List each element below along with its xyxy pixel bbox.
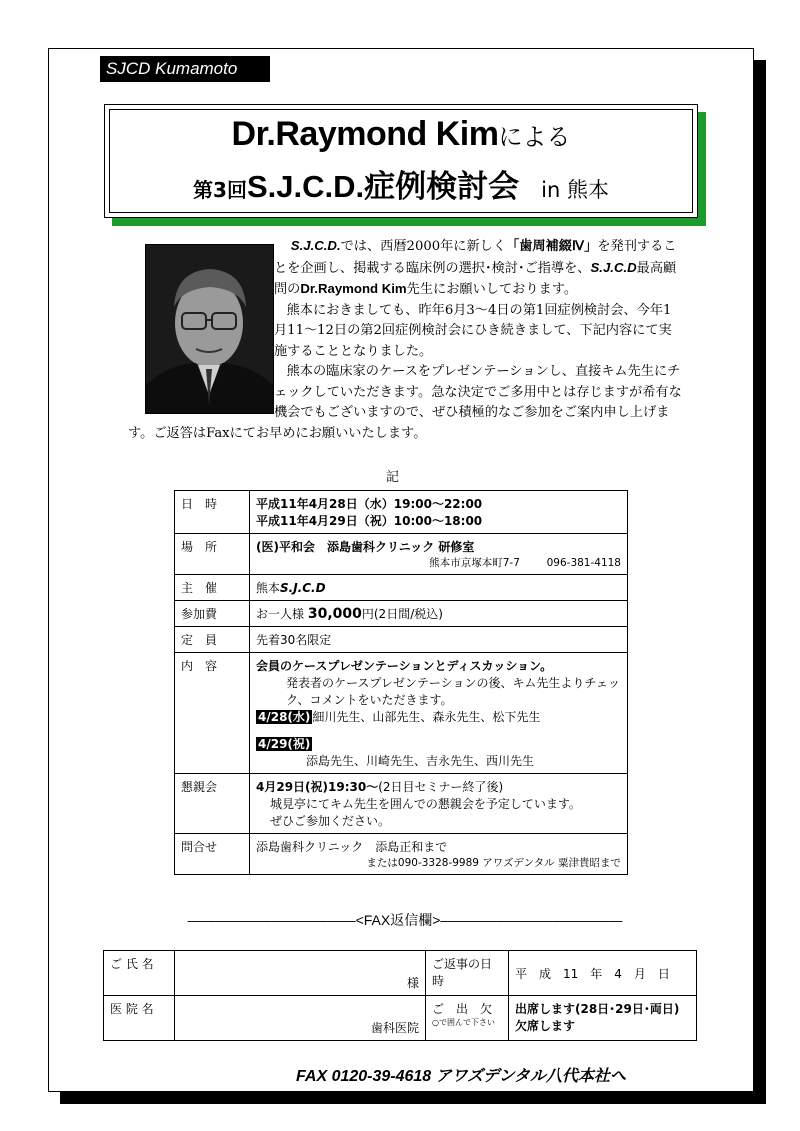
attend-no-option[interactable]: 欠席します <box>515 1019 576 1033</box>
label-content: 内 容 <box>175 653 250 774</box>
label-place: 場 所 <box>175 534 250 575</box>
row-place <box>175 534 628 575</box>
intro-paragraph-1: S.J.C.D.では、西暦2000年に新しく「歯周補綴Ⅳ」を発刊することを企画し、掲載する臨床例の選択･検討･ご指導を、S.J.C.D最高顧問のDr.Raymond Kim先生にお願いしております。 <box>274 238 677 297</box>
day2-tag: 4/29(祝) <box>258 737 311 751</box>
date-2: 平成11年4月29日（祝）10:00～18:00 <box>256 514 483 528</box>
row-fee <box>175 601 628 627</box>
row-capacity <box>175 627 628 653</box>
host-city: 熊本 <box>256 581 281 595</box>
row-party <box>175 774 628 834</box>
label-party: 懇親会 <box>175 774 250 834</box>
place-name: (医)平和会 添島歯科クリニック 研修室 <box>256 540 475 554</box>
name-field[interactable]: 様 <box>175 951 426 996</box>
reply-date-field[interactable]: 平 成 11 年 4 月 日 <box>509 951 697 996</box>
intro-paragraph-3: 熊本の臨床家のケースをプレゼンテーションし、直接キム先生にチェックしていただきます。急な決定でご多用中とは存じますが希有な機会でもございますので、ぜひ積極的なご参加をご案内申し上げます。ご返答はFaxにてお早めにお願いいたします。 <box>128 364 682 441</box>
title-name: Dr.Raymond Kim <box>231 115 499 153</box>
capacity-value: 先着30名限定 <box>250 627 628 653</box>
row-host <box>175 575 628 601</box>
event-details-table <box>174 490 628 875</box>
fee-suffix: 円(2日間/税込) <box>361 607 443 621</box>
title-line-1 <box>105 115 697 154</box>
title-event: S.J.C.D.症例検討会 <box>246 169 520 204</box>
day2-presenters: 添島先生、川崎先生、吉永先生、西川先生 <box>306 754 535 768</box>
brand-label: SJCD Kumamoto <box>100 56 270 82</box>
label-clinic: 医 院 名 <box>104 996 175 1041</box>
place-address: 熊本市京塚本町7-7 <box>429 557 520 569</box>
reply-form-table <box>103 950 697 1041</box>
fee-amount: 30,000 <box>307 606 362 622</box>
label-contact: 問合せ <box>175 834 250 875</box>
title-particle: による <box>498 123 571 151</box>
clinic-field[interactable]: 歯科医院 <box>175 996 426 1041</box>
label-name: ご 氏 名 <box>104 951 175 996</box>
party-time-note: (2日目セミナー終了後) <box>378 780 504 794</box>
host-org: S.J.C.D <box>280 581 326 595</box>
label-attendance: ご 出 欠 <box>432 1002 493 1016</box>
label-host: 主 催 <box>175 575 250 601</box>
intro-paragraph-2: 熊本におきましても、昨年6月3～4日の第1回症例検討会、今年1月11～12日の第2回症例検討会にひき続きまして、下記内容にて実施することとなりました。 <box>274 302 672 359</box>
ki-heading: 記 <box>386 470 400 485</box>
fax-reply-heading: ――――――――――――<FAX返信欄>――――――――――――― <box>187 912 623 928</box>
place-phone: 096-381-4118 <box>546 557 621 569</box>
party-desc: 城見亭にてキム先生を囲んでの懇親会を予定しています。 <box>270 797 581 811</box>
attend-yes-option[interactable]: 出席します(28日･29日･両日) <box>515 1002 680 1016</box>
title-box <box>104 104 698 218</box>
party-invite: ぜひご参加ください。 <box>270 814 391 828</box>
row-contact <box>175 834 628 875</box>
content-detail: 発表者のケースプレゼンテーションの後、キム先生よりチェック、コメントをいただきます。 <box>286 676 620 707</box>
contact-primary: 添島歯科クリニック 添島正和まで <box>256 840 448 854</box>
party-time: 4月29日(祝)19:30～ <box>256 780 379 794</box>
label-fee: 参加費 <box>175 601 250 627</box>
content-summary: 会員のケースプレゼンテーションとディスカッション。 <box>256 659 553 673</box>
day1-presenters: 細川先生、山部先生、森永先生、松下先生 <box>312 710 541 724</box>
label-reply-date: ご返事の日 時 <box>426 951 509 996</box>
attendance-note: ○で囲んで下さい <box>432 1018 495 1027</box>
label-date: 日 時 <box>175 491 250 534</box>
intro-text <box>128 236 684 444</box>
title-location: in 熊本 <box>541 178 609 202</box>
row-content <box>175 653 628 774</box>
row-date <box>175 491 628 534</box>
fax-footer: FAX 0120-39-4618 アワズデンタル八代本社へ <box>296 1068 626 1085</box>
fee-prefix: お一人様 <box>256 607 305 621</box>
date-1: 平成11年4月28日（水）19:00～22:00 <box>256 497 483 511</box>
title-edition: 第3回 <box>193 178 247 202</box>
contact-secondary: または090-3328-9989 アワズデンタル 粟津貴昭まで <box>366 857 621 869</box>
title-line-2 <box>105 161 697 206</box>
day1-tag: 4/28(水) <box>258 710 311 724</box>
label-capacity: 定 員 <box>175 627 250 653</box>
